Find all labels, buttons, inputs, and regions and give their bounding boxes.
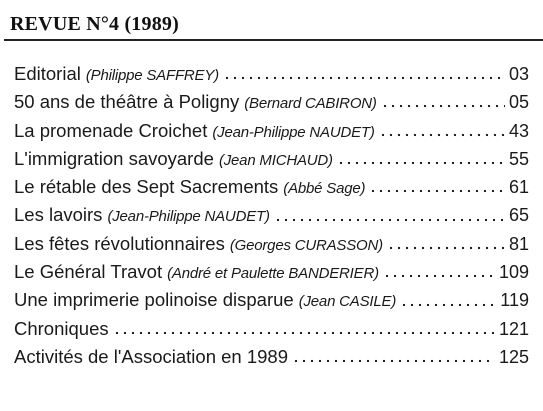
entry-page-number: 109 [498, 262, 529, 283]
entry-title: L'immigration savoyarde [14, 147, 214, 169]
table-of-contents [14, 62, 529, 373]
entry-author: (André et Paulette BANDERIER) [167, 265, 379, 283]
entry-page-number: 125 [498, 346, 529, 367]
entry-page-number: 03 [508, 64, 529, 84]
entry-page-number: 43 [508, 120, 529, 141]
page-title: REVUE N°4 (1989) [10, 13, 179, 35]
toc-entry[interactable] [14, 62, 529, 90]
entry-title: Activités de l'Association en 1989 [14, 345, 288, 367]
dot-leader [223, 64, 505, 88]
entry-author: (Georges CURASSON) [229, 236, 383, 254]
entry-author: (Bernard CABIRON) [244, 95, 377, 113]
entry-title: La promenade Croichet [14, 119, 208, 141]
toc-entry[interactable] [14, 317, 529, 345]
entry-title: Chroniques [14, 317, 109, 339]
entry-page-number: 61 [508, 177, 529, 198]
dot-leader [387, 234, 505, 258]
entry-author: (Jean-Philippe NAUDET) [212, 123, 375, 141]
toc-entry[interactable] [14, 288, 529, 316]
entry-page-number: 81 [508, 233, 529, 254]
toc-entry[interactable] [14, 232, 529, 260]
entry-title: Le Général Travot [14, 261, 163, 283]
dot-leader [400, 291, 496, 315]
entry-page-number: 05 [508, 92, 529, 113]
entry-author: (Abbé Sage) [283, 180, 366, 198]
entry-title: Les lavoirs [14, 204, 103, 226]
dot-leader [383, 262, 495, 286]
dot-leader [113, 319, 495, 343]
toc-entry[interactable] [14, 90, 529, 118]
entry-page-number: 119 [500, 290, 529, 311]
toc-entry[interactable] [14, 175, 529, 203]
title-underline [4, 39, 543, 41]
entry-page-number: 121 [498, 318, 529, 339]
dot-leader [369, 177, 505, 201]
entry-title: Une imprimerie polinoise disparue [14, 289, 294, 311]
toc-entry[interactable] [14, 147, 529, 175]
entry-author: (Philippe SAFFREY) [85, 67, 219, 84]
toc-entry[interactable] [14, 203, 529, 231]
entry-author: (Jean CASILE) [298, 293, 397, 311]
entry-author: (Jean-Philippe NAUDET) [107, 208, 270, 226]
dot-leader [379, 121, 505, 145]
toc-entry[interactable] [14, 260, 529, 288]
toc-entry[interactable] [14, 345, 529, 373]
dot-leader [381, 92, 505, 116]
dot-leader [274, 206, 505, 230]
entry-title: Editorial [14, 63, 81, 84]
entry-title: Le rétable des Sept Sacrements [14, 176, 279, 198]
dot-leader [292, 347, 495, 371]
toc-entry[interactable] [14, 119, 529, 147]
entry-title: 50 ans de théâtre à Poligny [14, 91, 240, 113]
entry-page-number: 55 [508, 148, 529, 169]
entry-page-number: 65 [508, 205, 529, 226]
dot-leader [337, 149, 505, 173]
entry-title: Les fêtes révolutionnaires [14, 232, 225, 254]
entry-author: (Jean MICHAUD) [218, 151, 333, 169]
